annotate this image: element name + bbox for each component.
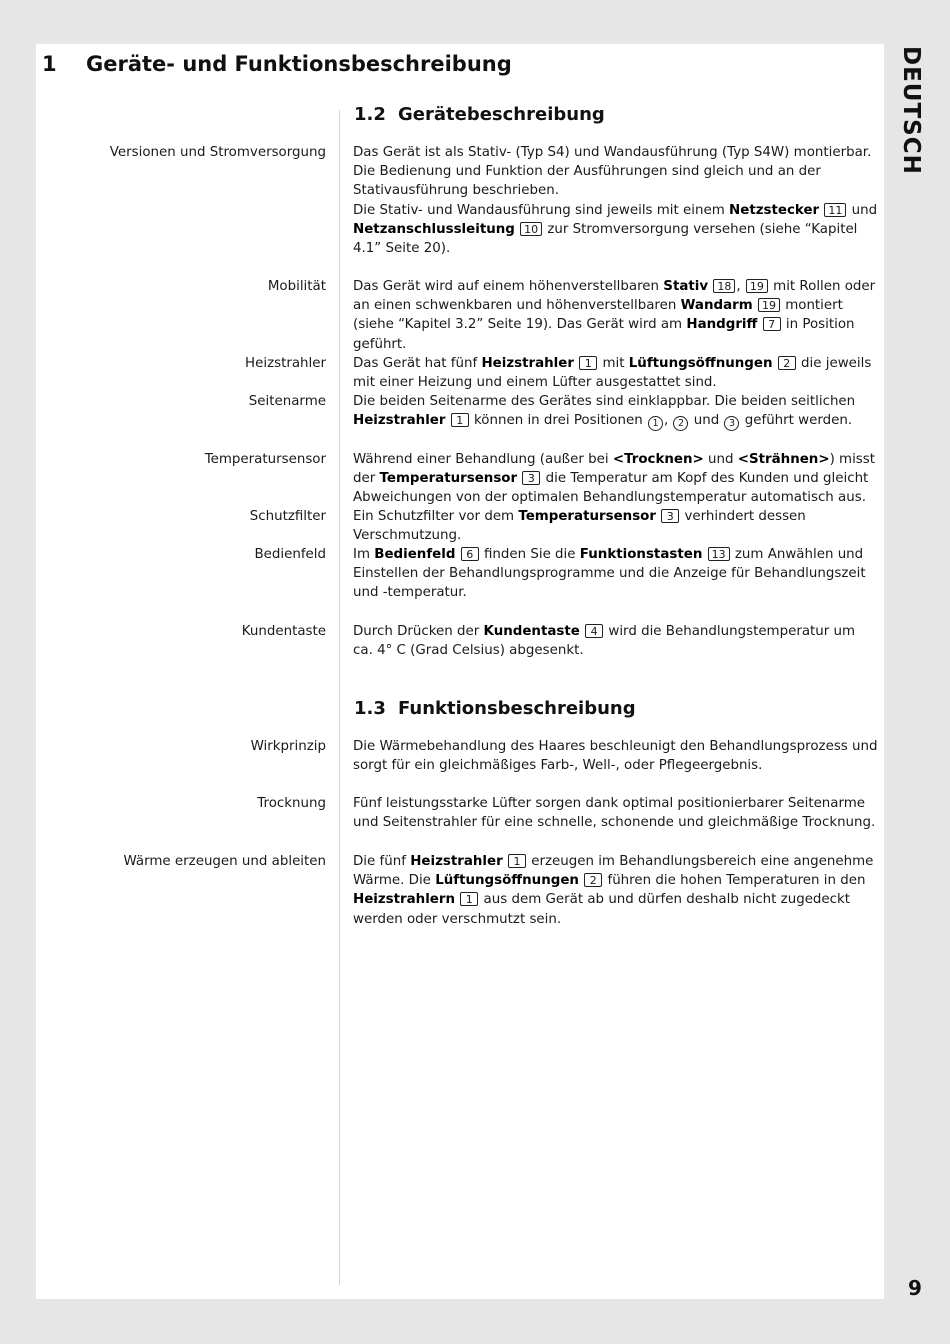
section-number: 1.2 (354, 104, 386, 125)
paragraph-control-panel: Im Bedienfeld 6 finden Sie die Funktionstasten 13 zum Anwählen und Einstellen der Behandlungsprogramme und die Anzeige für Behandlungszeit und -temperatur. (353, 547, 866, 601)
side-label-filter: Schutzfilter (249, 509, 326, 524)
callout-number: 10 (520, 222, 542, 236)
column-divider (339, 110, 340, 1285)
chapter-title: Geräte- und Funktionsbeschreibung (86, 52, 512, 76)
paragraph-heat: Die fünf Heizstrahler 1 erzeugen im Behandlungsbereich eine angenehme Wärme. Die Lüftungsöffnungen 2 führen die hohen Temperaturen in den Heizstrahlern 1 aus dem Gerät ab und dürfen deshalb nicht zugedeckt werden oder verschmutzt sein. (353, 854, 874, 927)
callout-number: 6 (461, 547, 479, 561)
language-tab: DEUTSCH (898, 46, 924, 175)
side-label-mobility: Mobilität (267, 279, 326, 294)
callout-number: 1 (451, 413, 469, 427)
paragraph-principle: Die Wärmebehandlung des Haares beschleunigt den Behandlungsprozess und sorgt für ein gleichmäßiges Farb-, Well-, oder Pflegeergebnis. (353, 739, 878, 774)
chapter-heading (42, 52, 512, 76)
side-label-heater: Heizstrahler (245, 356, 326, 371)
section-number: 1.3 (354, 698, 386, 719)
callout-number: 4 (585, 624, 603, 638)
section-title: Gerätebeschreibung (398, 104, 605, 125)
paragraph-client-button: Durch Drücken der Kundentaste 4 wird die Behandlungstemperatur um ca. 4° C (Grad Celsius) abgesenkt. (353, 624, 856, 659)
callout-number: 3 (522, 471, 540, 485)
callout-number: 1 (508, 854, 526, 868)
callout-number: 1 (460, 892, 478, 906)
side-label-client-button: Kundentaste (241, 624, 326, 639)
paragraph-side-arms: Die beiden Seitenarme des Gerätes sind einklappbar. Die beiden seitlichen Heizstrahler 1 können in drei Positionen 1 , 2 und 3 geführt werden. (353, 394, 856, 430)
side-label-heat: Wärme erzeugen und ableiten (123, 854, 326, 869)
side-label-versions: Versionen und Stromversorgung (109, 145, 326, 160)
page-number: 9 (908, 1276, 922, 1300)
paragraph-drying: Fünf leistungsstarke Lüfter sorgen dank optimal positionierbarer Seitenarme und Seitenstrahler für eine schnelle, schonende und gleichmäßige Trocknung. (353, 796, 876, 831)
side-label-temp-sensor: Temperatursensor (204, 452, 326, 467)
chapter-number: 1 (42, 52, 57, 76)
position-marker: 2 (673, 416, 688, 431)
callout-number: 7 (763, 317, 781, 331)
side-label-control-panel: Bedienfeld (254, 547, 326, 562)
position-marker: 1 (648, 416, 663, 431)
callout-number: 18 (713, 279, 735, 293)
paragraph-mobility: Das Gerät wird auf einem höhenverstellbaren Stativ 18 , 19 mit Rollen oder an einen schwenkbaren und höhenverstellbaren Wandarm 19 montiert (siehe “Kapitel 3.2” Seite 19). Das Gerät wird am Handgriff 7 in Position geführt. (353, 279, 876, 352)
callout-number: 1 (579, 356, 597, 370)
side-label-drying: Trocknung (257, 796, 326, 811)
callout-number: 19 (746, 279, 768, 293)
callout-number: 3 (661, 509, 679, 523)
paragraph-versions: Das Gerät ist als Stativ- (Typ S4) und Wandausführung (Typ S4W) montierbar. Die Bedienung und Funktion der Ausführungen sind gleich und an der Stativausführung beschrieben. Die Stativ- und Wandausführung sind jeweils mit einem Netzstecker 11 und Netzanschlussleitung 10 zur Stromversorgung versehen (siehe “Kapitel 4.1” Seite 20). (353, 145, 878, 257)
section-heading-1-3 (354, 698, 636, 719)
callout-number: 13 (708, 547, 730, 561)
callout-number: 2 (584, 873, 602, 887)
document-page (36, 44, 884, 1299)
callout-number: 19 (758, 298, 780, 312)
position-marker: 3 (724, 416, 739, 431)
paragraph-heater: Das Gerät hat fünf Heizstrahler 1 mit Lüftungsöffnungen 2 die jeweils mit einer Heizung und einem Lüfter ausgestattet sind. (353, 356, 872, 391)
callout-number: 2 (778, 356, 796, 370)
side-label-side-arms: Seitenarme (248, 394, 326, 409)
paragraph-filter: Ein Schutzfilter vor dem Temperatursensor 3 verhindert dessen Verschmutzung. (353, 509, 806, 544)
paragraph-temp-sensor: Während einer Behandlung (außer bei <Trocknen> und <Strähnen>) misst der Temperatursensor 3 die Temperatur am Kopf des Kunden und gleicht Abweichungen von der optimalen Behandlungstemperatur automatisch aus. (353, 452, 876, 506)
side-label-principle: Wirkprinzip (250, 739, 326, 754)
section-heading-1-2 (354, 104, 605, 125)
callout-number: 11 (824, 203, 846, 217)
section-title: Funktionsbeschreibung (398, 698, 636, 719)
